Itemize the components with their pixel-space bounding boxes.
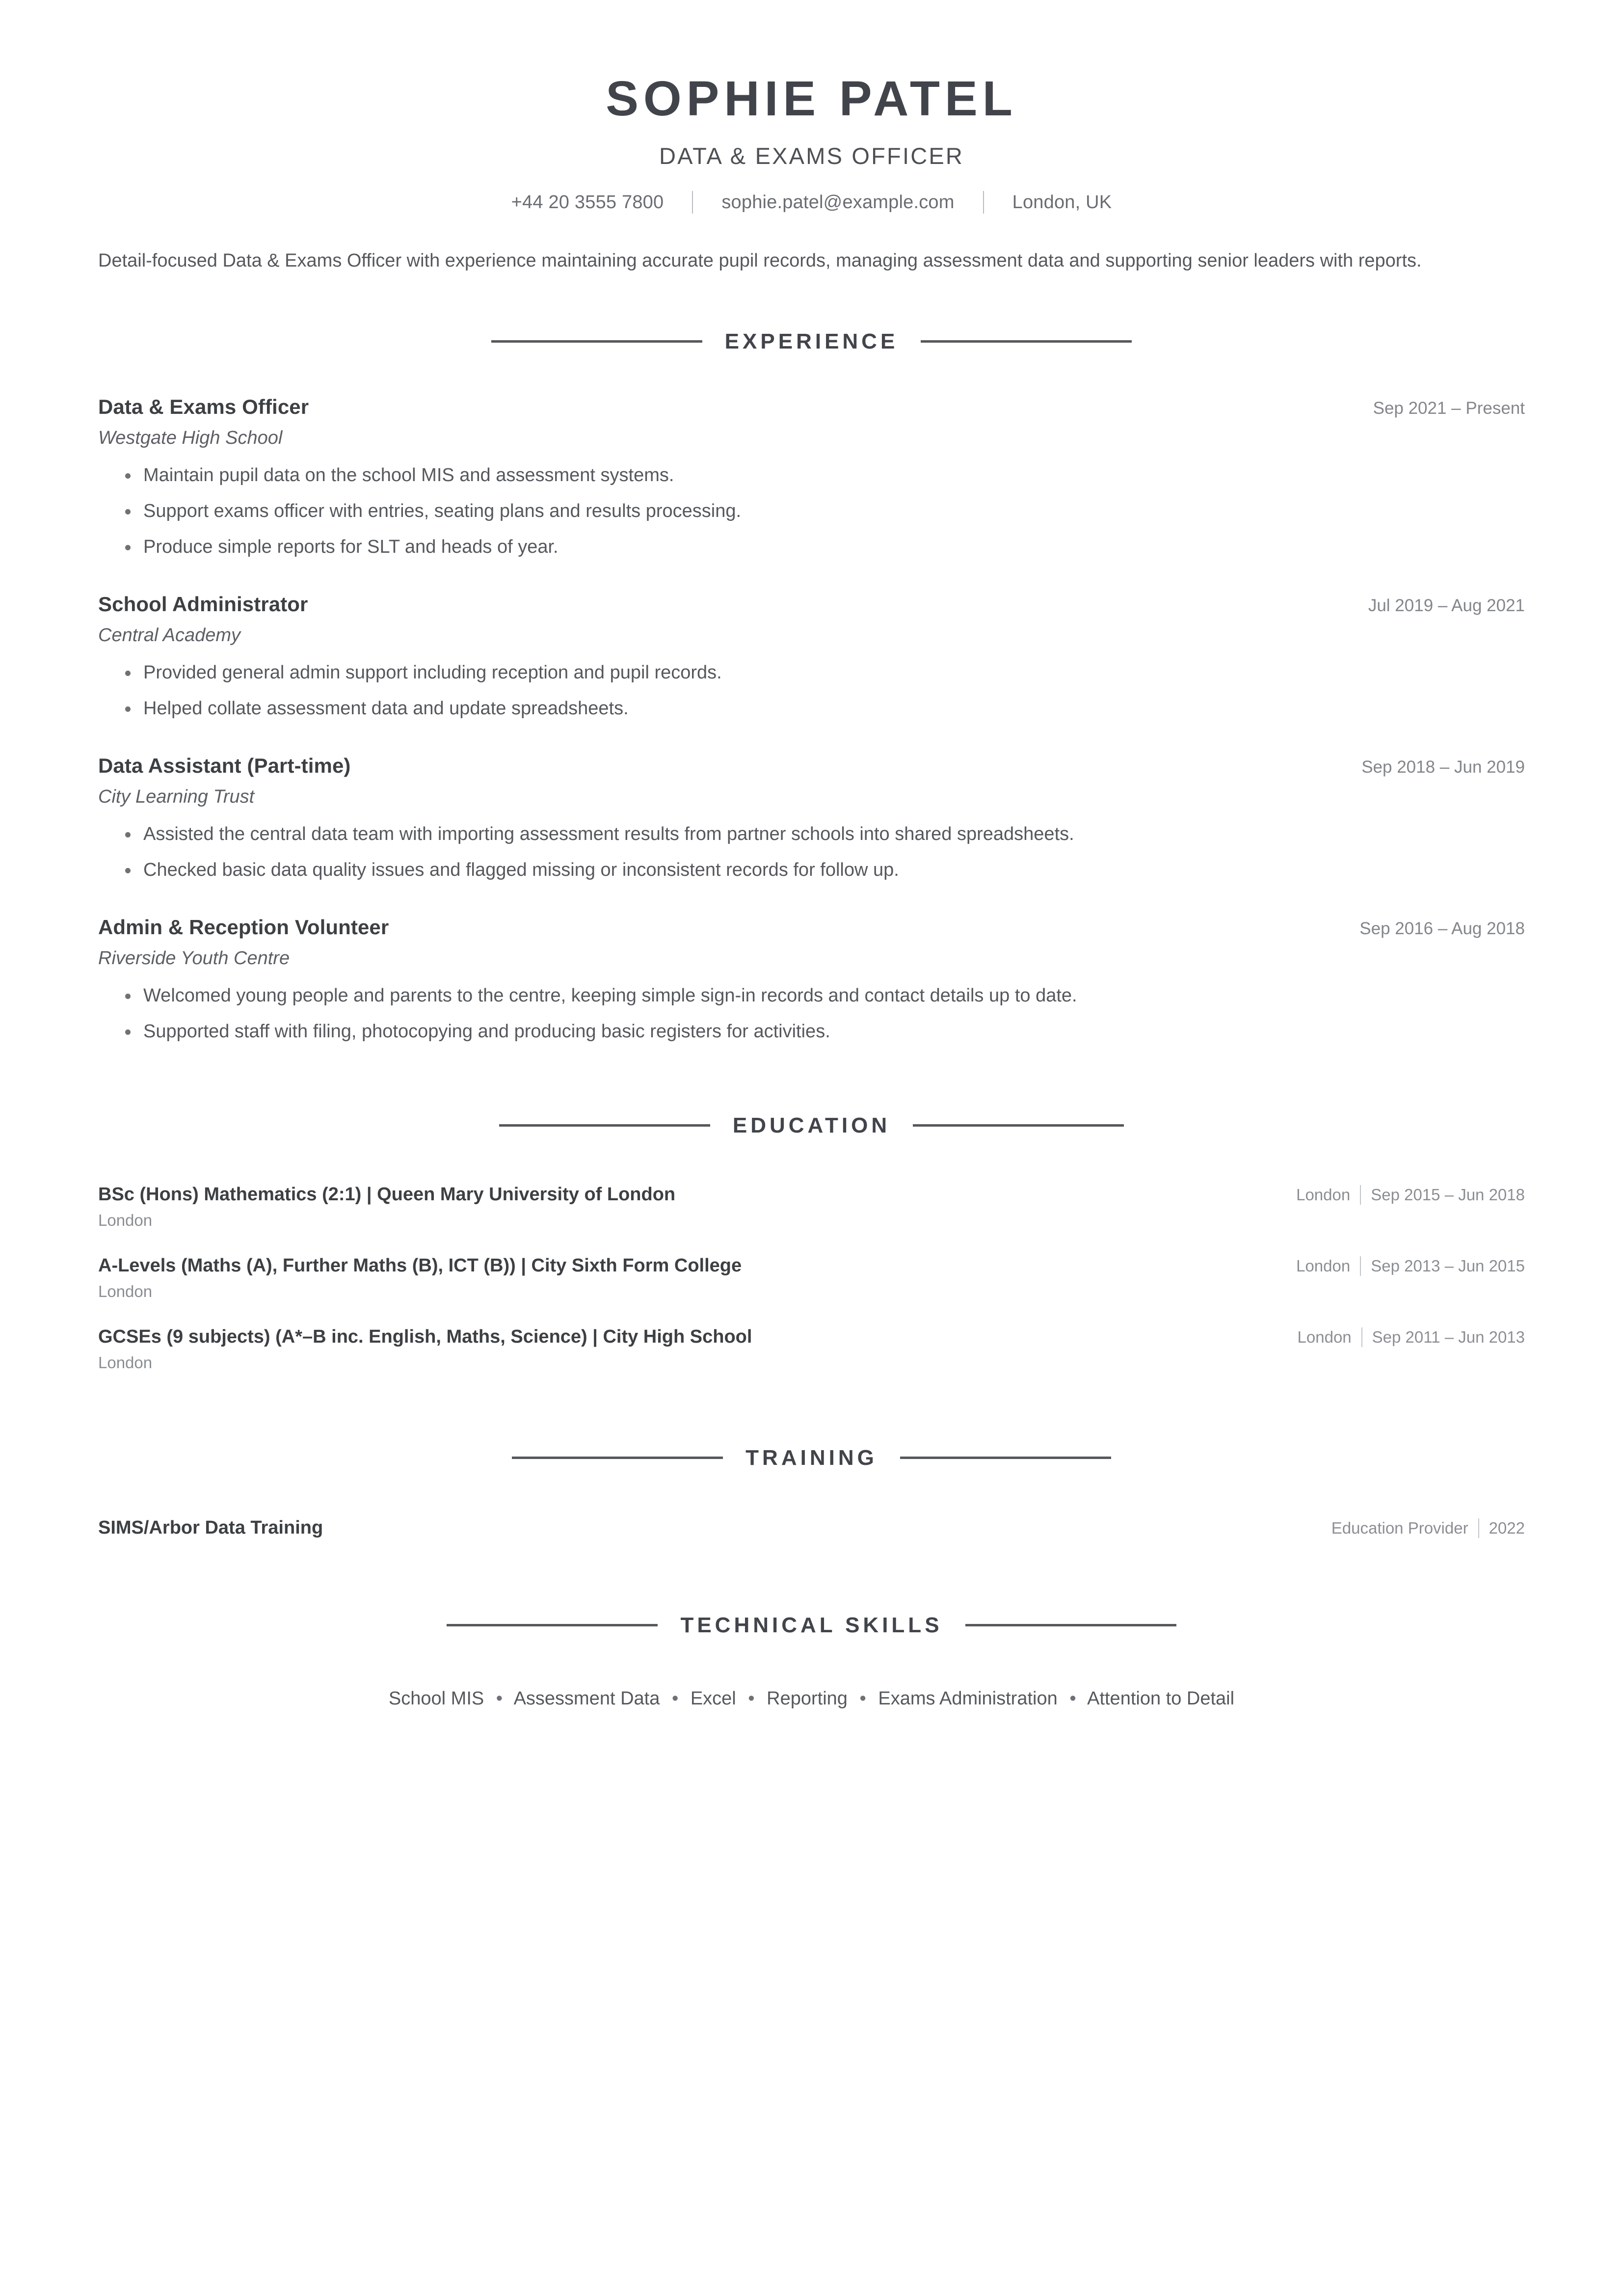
skill-item: Attention to Detail: [1087, 1688, 1235, 1709]
experience-position: Data & Exams Officer: [98, 395, 309, 418]
heading-rule-left: [499, 1124, 710, 1127]
experience-entry-header: [98, 754, 1525, 778]
experience-bullet: Assisted the central data team with importing assessment results from partner schools into shared spreadsheets.: [98, 820, 1525, 848]
experience-entry-header: [98, 916, 1525, 939]
training-provider: Education Provider: [1331, 1518, 1468, 1537]
skill-separator-icon: •: [748, 1688, 755, 1709]
skill-item: Exams Administration: [878, 1688, 1058, 1709]
experience-entry: [98, 395, 1525, 561]
education-entry: [98, 1255, 1525, 1301]
education-location: London: [98, 1282, 153, 1300]
heading-rule-right: [921, 340, 1132, 343]
contact-email[interactable]: sophie.patel@example.com: [721, 191, 955, 213]
education-list: [98, 1184, 1525, 1372]
skill-item: Excel: [690, 1688, 736, 1709]
candidate-name: SOPHIE PATEL: [606, 71, 1017, 126]
skill-item: Reporting: [767, 1688, 848, 1709]
education-degree: BSc (Hons) Mathematics (2:1) | Queen Mary University of London: [98, 1184, 676, 1205]
experience-bullet: Maintain pupil data on the school MIS and assessment systems.: [98, 461, 1525, 489]
experience-entry-header: [98, 593, 1525, 616]
experience-bullets: [98, 659, 1525, 723]
experience-entry: [98, 593, 1525, 723]
experience-entry: [98, 754, 1525, 884]
education-entry: [98, 1326, 1525, 1372]
skill-separator-icon: •: [671, 1688, 679, 1709]
education-location: London: [98, 1353, 153, 1372]
experience-dates: Jul 2019 – Aug 2021: [1368, 595, 1525, 615]
section-heading-skills: [98, 1613, 1525, 1638]
experience-bullet: Produce simple reports for SLT and heads of year.: [98, 533, 1525, 561]
experience-company: Central Academy: [98, 624, 241, 646]
training-year: 2022: [1489, 1518, 1525, 1537]
heading-rule-left: [512, 1457, 723, 1459]
section-heading-training: [98, 1446, 1525, 1470]
experience-bullet: Supported staff with filing, photocopying and producing basic registers for activities.: [98, 1018, 1525, 1046]
education-entry-header: [98, 1255, 1525, 1276]
meta-separator-icon: [1360, 1185, 1361, 1205]
education-entry-header: [98, 1326, 1525, 1348]
education-degree: A-Levels (Maths (A), Further Maths (B), ICT (B)) | City Sixth Form College: [98, 1255, 742, 1276]
education-meta-dates: Sep 2013 – Jun 2015: [1371, 1256, 1525, 1275]
experience-list: [98, 395, 1525, 1046]
section-title-experience: EXPERIENCE: [724, 329, 899, 353]
section-title-training: TRAINING: [745, 1445, 878, 1470]
experience-bullet: Support exams officer with entries, seating plans and results processing.: [98, 497, 1525, 525]
education-degree: GCSEs (9 subjects) (A*–B inc. English, Maths, Science) | City High School: [98, 1326, 752, 1347]
experience-dates: Sep 2016 – Aug 2018: [1359, 918, 1525, 938]
experience-bullet: Welcomed young people and parents to the centre, keeping simple sign-in records and contact details up to date.: [98, 982, 1525, 1010]
skill-separator-icon: •: [496, 1688, 503, 1709]
heading-rule-right: [900, 1457, 1111, 1459]
experience-bullet: Provided general admin support including reception and pupil records.: [98, 659, 1525, 687]
experience-position: Data Assistant (Part-time): [98, 754, 351, 777]
section-title-education: EDUCATION: [732, 1113, 891, 1137]
heading-rule-left: [491, 340, 702, 343]
heading-rule-right: [913, 1124, 1124, 1127]
contact-phone[interactable]: +44 20 3555 7800: [511, 191, 664, 213]
resume-header: [98, 0, 1525, 214]
experience-dates: Sep 2021 – Present: [1373, 398, 1525, 418]
section-title-skills: TECHNICAL SKILLS: [680, 1613, 943, 1637]
meta-separator-icon: [1478, 1518, 1479, 1538]
heading-rule-left: [447, 1624, 658, 1626]
education-entry: [98, 1184, 1525, 1230]
education-entry-header: [98, 1184, 1525, 1205]
section-heading-experience: [98, 329, 1525, 354]
contact-location: London, UK: [1012, 191, 1112, 213]
education-location: London: [98, 1211, 153, 1229]
education-meta-dates: Sep 2015 – Jun 2018: [1371, 1185, 1525, 1204]
education-meta-location: London: [1297, 1327, 1352, 1346]
education-meta-location: London: [1296, 1256, 1351, 1275]
training-entry: [98, 1517, 1525, 1539]
contact-separator-icon: [983, 191, 984, 214]
meta-separator-icon: [1361, 1327, 1362, 1347]
experience-bullet: Helped collate assessment data and update spreadsheets.: [98, 695, 1525, 723]
contact-separator-icon: [692, 191, 693, 214]
experience-company: Riverside Youth Centre: [98, 947, 290, 969]
experience-position: Admin & Reception Volunteer: [98, 915, 389, 939]
experience-dates: Sep 2018 – Jun 2019: [1361, 757, 1525, 777]
education-meta-dates: Sep 2011 – Jun 2013: [1372, 1327, 1525, 1346]
skill-item: Assessment Data: [513, 1688, 660, 1709]
education-meta: [1277, 1185, 1525, 1205]
heading-rule-right: [965, 1624, 1176, 1626]
experience-bullets: [98, 982, 1525, 1046]
meta-separator-icon: [1360, 1256, 1361, 1276]
experience-position: School Administrator: [98, 592, 308, 616]
experience-company: City Learning Trust: [98, 786, 255, 807]
training-name: SIMS/Arbor Data Training: [98, 1517, 323, 1538]
education-meta: [1278, 1327, 1525, 1347]
education-meta-location: London: [1296, 1185, 1351, 1204]
experience-bullet: Checked basic data quality issues and flagged missing or inconsistent records for follow up.: [98, 856, 1525, 884]
experience-entry: [98, 916, 1525, 1046]
skill-separator-icon: •: [1069, 1688, 1076, 1709]
skills-list: [98, 1685, 1525, 1713]
candidate-job-title: DATA & EXAMS OFFICER: [659, 143, 964, 169]
education-meta: [1277, 1256, 1525, 1276]
contact-line: [98, 191, 1525, 214]
skill-item: School MIS: [388, 1688, 484, 1709]
experience-company: Westgate High School: [98, 427, 283, 448]
experience-bullets: [98, 461, 1525, 561]
section-heading-education: [98, 1113, 1525, 1138]
experience-entry-header: [98, 395, 1525, 419]
professional-summary: Detail-focused Data & Exams Officer with experience maintaining accurate pupil records, managing assessment data and supporting senior leaders with reports.: [98, 250, 1422, 271]
skill-separator-icon: •: [859, 1688, 866, 1709]
training-meta: [1312, 1518, 1525, 1538]
training-list: [98, 1517, 1525, 1539]
experience-bullets: [98, 820, 1525, 884]
